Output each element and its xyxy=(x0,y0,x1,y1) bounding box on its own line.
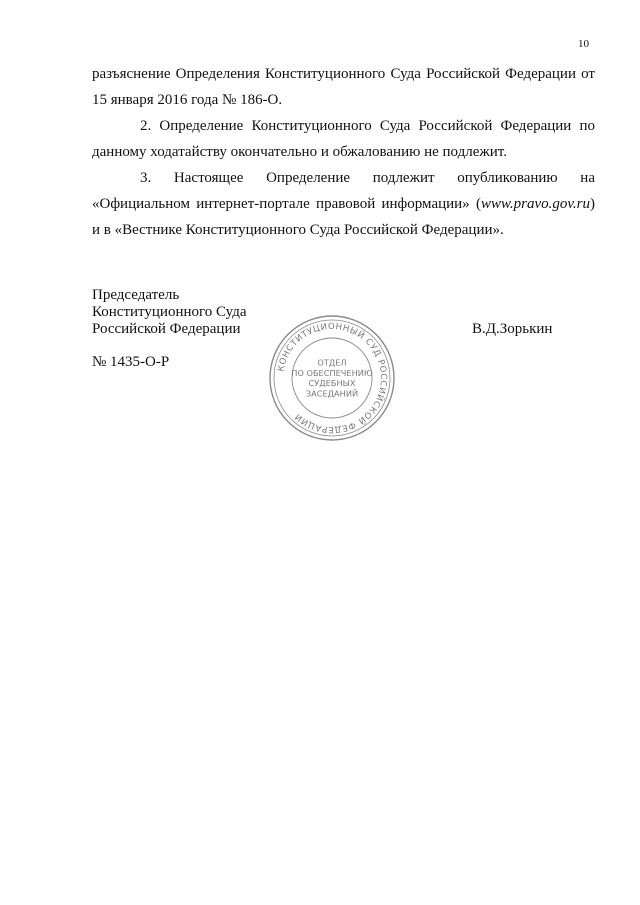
website-link[interactable]: www.pravo.gov.ru xyxy=(480,196,590,212)
signatory-title xyxy=(92,287,247,338)
signatory-title-line-2: Конституционного Суда xyxy=(92,304,247,320)
seal-center-text xyxy=(291,357,373,398)
paragraph-continuation xyxy=(92,61,595,113)
paragraph-3-text-start: 3. Настоящее Определение подлежит опубликованию на «Официальном интернет-портале правовой информации» ( xyxy=(92,170,595,212)
page-number: 10 xyxy=(578,38,589,50)
paragraph-3-text-end: ) и в «Вестнике Конституционного Суда Российской Федерации». xyxy=(92,196,595,238)
paragraph-2-text: 2. Определение Конституционного Суда Российской Федерации по данному ходатайству окончательно и обжалованию не подлежит. xyxy=(92,118,595,160)
seal-center-line: ЗАСЕДАНИЙ xyxy=(305,388,359,399)
paragraph-1-text: разъяснение Определения Конституционного Суда Российской Федерации от 15 января 2016 года № 186-О. xyxy=(92,66,595,108)
signatory-title-line-1: Председатель xyxy=(92,287,180,303)
signatory-title-line-3: Российской Федерации xyxy=(92,321,241,337)
paragraph-2 xyxy=(92,113,595,165)
paragraph-3 xyxy=(92,165,595,243)
seal-center-line: ОТДЕЛ xyxy=(317,357,347,368)
official-seal-stamp xyxy=(266,312,398,444)
seal-center-line: СУДЕБНЫХ xyxy=(308,378,356,389)
document-number: № 1435-О-Р xyxy=(92,354,170,370)
signatory-name: В.Д.Зорькин xyxy=(472,321,553,337)
seal-center-line: ПО ОБЕСПЕЧЕНИЮ xyxy=(291,367,373,378)
seal-ring-text: КОНСТИТУЦИОННЫЙ СУД РОССИЙСКОЙ ФЕДЕРАЦИИ xyxy=(276,321,389,435)
